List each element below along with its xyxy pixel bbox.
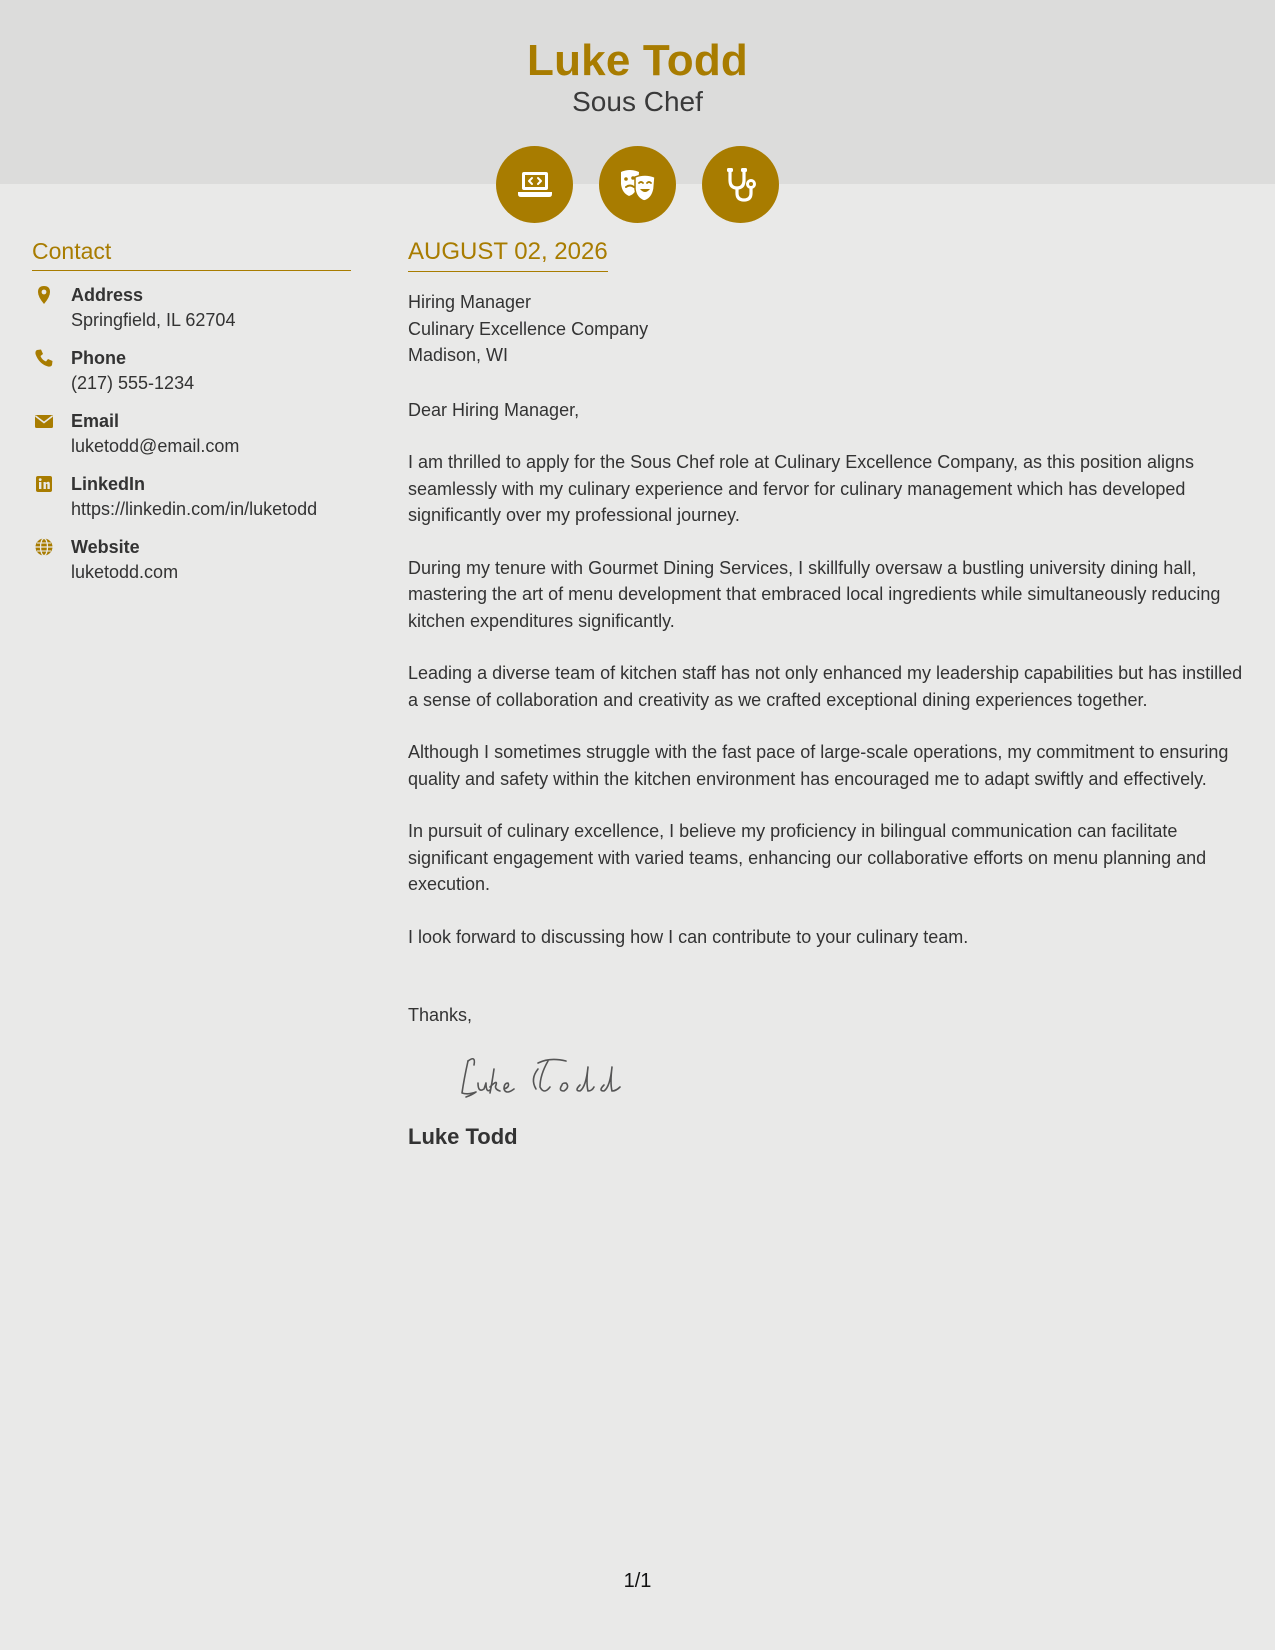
contact-value: (217) 555-1234 (71, 373, 195, 393)
laptop-code-icon (496, 146, 573, 223)
signed-name: Luke Todd (408, 1123, 518, 1149)
letter-paragraph: In pursuit of culinary excellence, I believe my proficiency in bilingual communication can facilitate significant engagement with varied teams, enhancing our collaborative efforts on menu planning and execution. (408, 821, 1207, 894)
map-pin-icon (34, 285, 54, 305)
contact-item-website (32, 535, 351, 585)
closing: Thanks, (408, 1005, 473, 1025)
envelope-icon (34, 411, 54, 431)
theater-masks-icon (599, 146, 676, 223)
recipient-line: Madison, WI (408, 345, 509, 365)
linkedin-icon (34, 474, 54, 494)
letter-paragraph: Although I sometimes struggle with the fast pace of large-scale operations, my commitment to ensuring quality and safety within the kitchen environment has encouraged me to adapt swiftly and effectively. (408, 742, 1229, 789)
contact-heading: Contact (32, 238, 351, 271)
globe-icon (34, 537, 54, 557)
contact-sidebar (32, 238, 351, 598)
recipient-line: Culinary Excellence Company (408, 318, 649, 339)
letter-body (408, 238, 1253, 1150)
stethoscope-icon (702, 146, 779, 223)
contact-label: Address (71, 285, 144, 305)
contact-item-email (32, 409, 351, 459)
recipient-line: Hiring Manager (408, 292, 532, 312)
contact-value: https://linkedin.com/in/luketodd (71, 499, 318, 519)
letter-paragraph: I look forward to discussing how I can contribute to your culinary team. (408, 926, 969, 947)
applicant-name: Luke Todd (527, 36, 748, 85)
contact-value: luketodd.com (71, 562, 179, 582)
contact-item-phone (32, 346, 351, 396)
letter-date: AUGUST 02, 2026 (408, 238, 608, 272)
letter-paragraph: Leading a diverse team of kitchen staff has not only enhanced my leadership capabilities but has instilled a sense of collaboration and creativity as we crafted exceptional dining experiences together. (408, 663, 1243, 710)
recipient-block (408, 289, 1253, 369)
contact-label: Email (71, 411, 120, 431)
contact-value: luketodd@email.com (71, 436, 240, 456)
page-number: 1/1 (623, 1570, 652, 1592)
contact-item-linkedin (32, 472, 351, 522)
contact-item-address (32, 283, 351, 333)
contact-label: Phone (71, 348, 127, 368)
salutation: Dear Hiring Manager, (408, 399, 580, 420)
contact-label: Website (71, 537, 140, 557)
contact-label: LinkedIn (71, 474, 146, 494)
letter-paragraph: I am thrilled to apply for the Sous Chef role at Culinary Excellence Company, as this position aligns seamlessly with my culinary experience and fervor for culinary management which has developed significantly over my professional journey. (408, 452, 1195, 525)
header-icons (0, 146, 1275, 223)
phone-icon (34, 348, 54, 368)
job-title: Sous Chef (572, 86, 703, 117)
contact-value: Springfield, IL 62704 (71, 310, 236, 330)
letter-paragraph: During my tenure with Gourmet Dining Services, I skillfully oversaw a bustling university dining hall, mastering the art of menu development that embraced local ingredients while simultaneously reducing kitchen expenditures significantly. (408, 557, 1221, 631)
handwritten-signature (454, 1049, 634, 1105)
